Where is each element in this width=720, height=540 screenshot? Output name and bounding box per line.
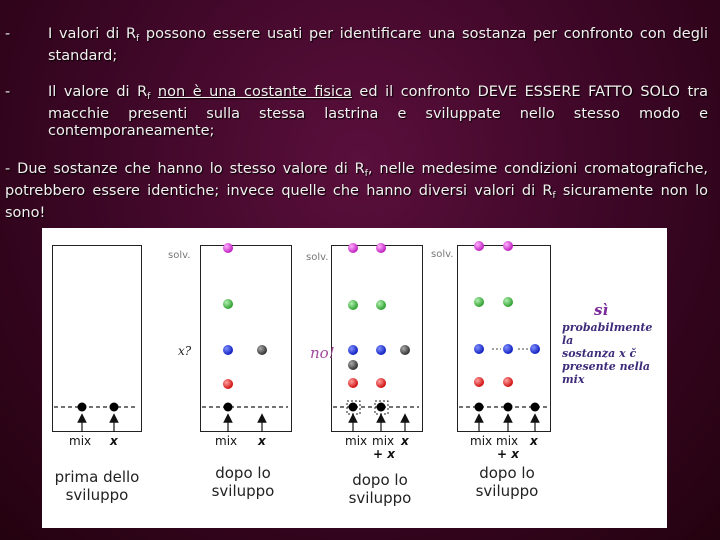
caption-after: dopo lo sviluppo [348, 471, 412, 507]
spot-origin [377, 403, 386, 412]
mix-label: mix [496, 434, 519, 448]
mix-label: mix [345, 434, 368, 448]
solvent-front-label: solv. [431, 249, 454, 260]
spot-mix-origin [78, 403, 87, 412]
bullet-2: Il valore di $R_f$ non è una costante fisica ed il confronto DEVE ESSERE FATTO SOLO tra macchie presenti sulla stessa lastrina e sviluppate nello stesso modo e contemporaneamente; [48, 84, 708, 139]
x-question-label: x? [178, 344, 192, 358]
paragraph-3: - Due sostanze che hanno lo stesso valore di $R_f$, nelle medesime condizioni cromatografiche, potrebbero essere identiche; invece quelle che hanno diversi valori di $R_f$ sicuramente non lo sono! [5, 161, 709, 221]
x-label: x [110, 434, 118, 448]
bullet-dash: - [5, 26, 11, 42]
mix-label: mix [470, 434, 493, 448]
caption-before: prima dello sviluppo [54, 468, 140, 504]
mix-label: mix [215, 434, 238, 448]
bullet-dash: - [5, 84, 11, 100]
caption-after: dopo lo sviluppo [475, 464, 539, 500]
mix-plus-x-label: + x [373, 447, 395, 461]
caption-after: dopo lo sviluppo [211, 464, 275, 500]
tlc-figure [42, 228, 667, 528]
mix-plus-x-label: + x [497, 447, 519, 461]
spot-magenta [223, 243, 233, 253]
si-explanation: probabilmente la sostanza x č presente nella mix [562, 321, 653, 386]
solvent-front-label: solv. [306, 252, 329, 263]
si-label: sì [594, 301, 609, 319]
mix-label: mix [372, 434, 395, 448]
spot-x-gray [257, 345, 267, 355]
mix-label: mix [69, 434, 92, 448]
spot-red [223, 379, 233, 389]
spot-origin [224, 403, 233, 412]
spot-x-origin [110, 403, 119, 412]
spot-green [223, 299, 233, 309]
x-label: x [401, 434, 409, 448]
spot-origin [349, 403, 358, 412]
x-label: x [258, 434, 266, 448]
no-label: no! [310, 344, 335, 362]
bullet-1: I valori di $R_f$ possono essere usati per identificare una sostanza per confronto con degli standard; [48, 26, 708, 64]
solvent-front-label: solv. [168, 250, 191, 261]
spot-blue [223, 345, 233, 355]
x-label: x [530, 434, 538, 448]
